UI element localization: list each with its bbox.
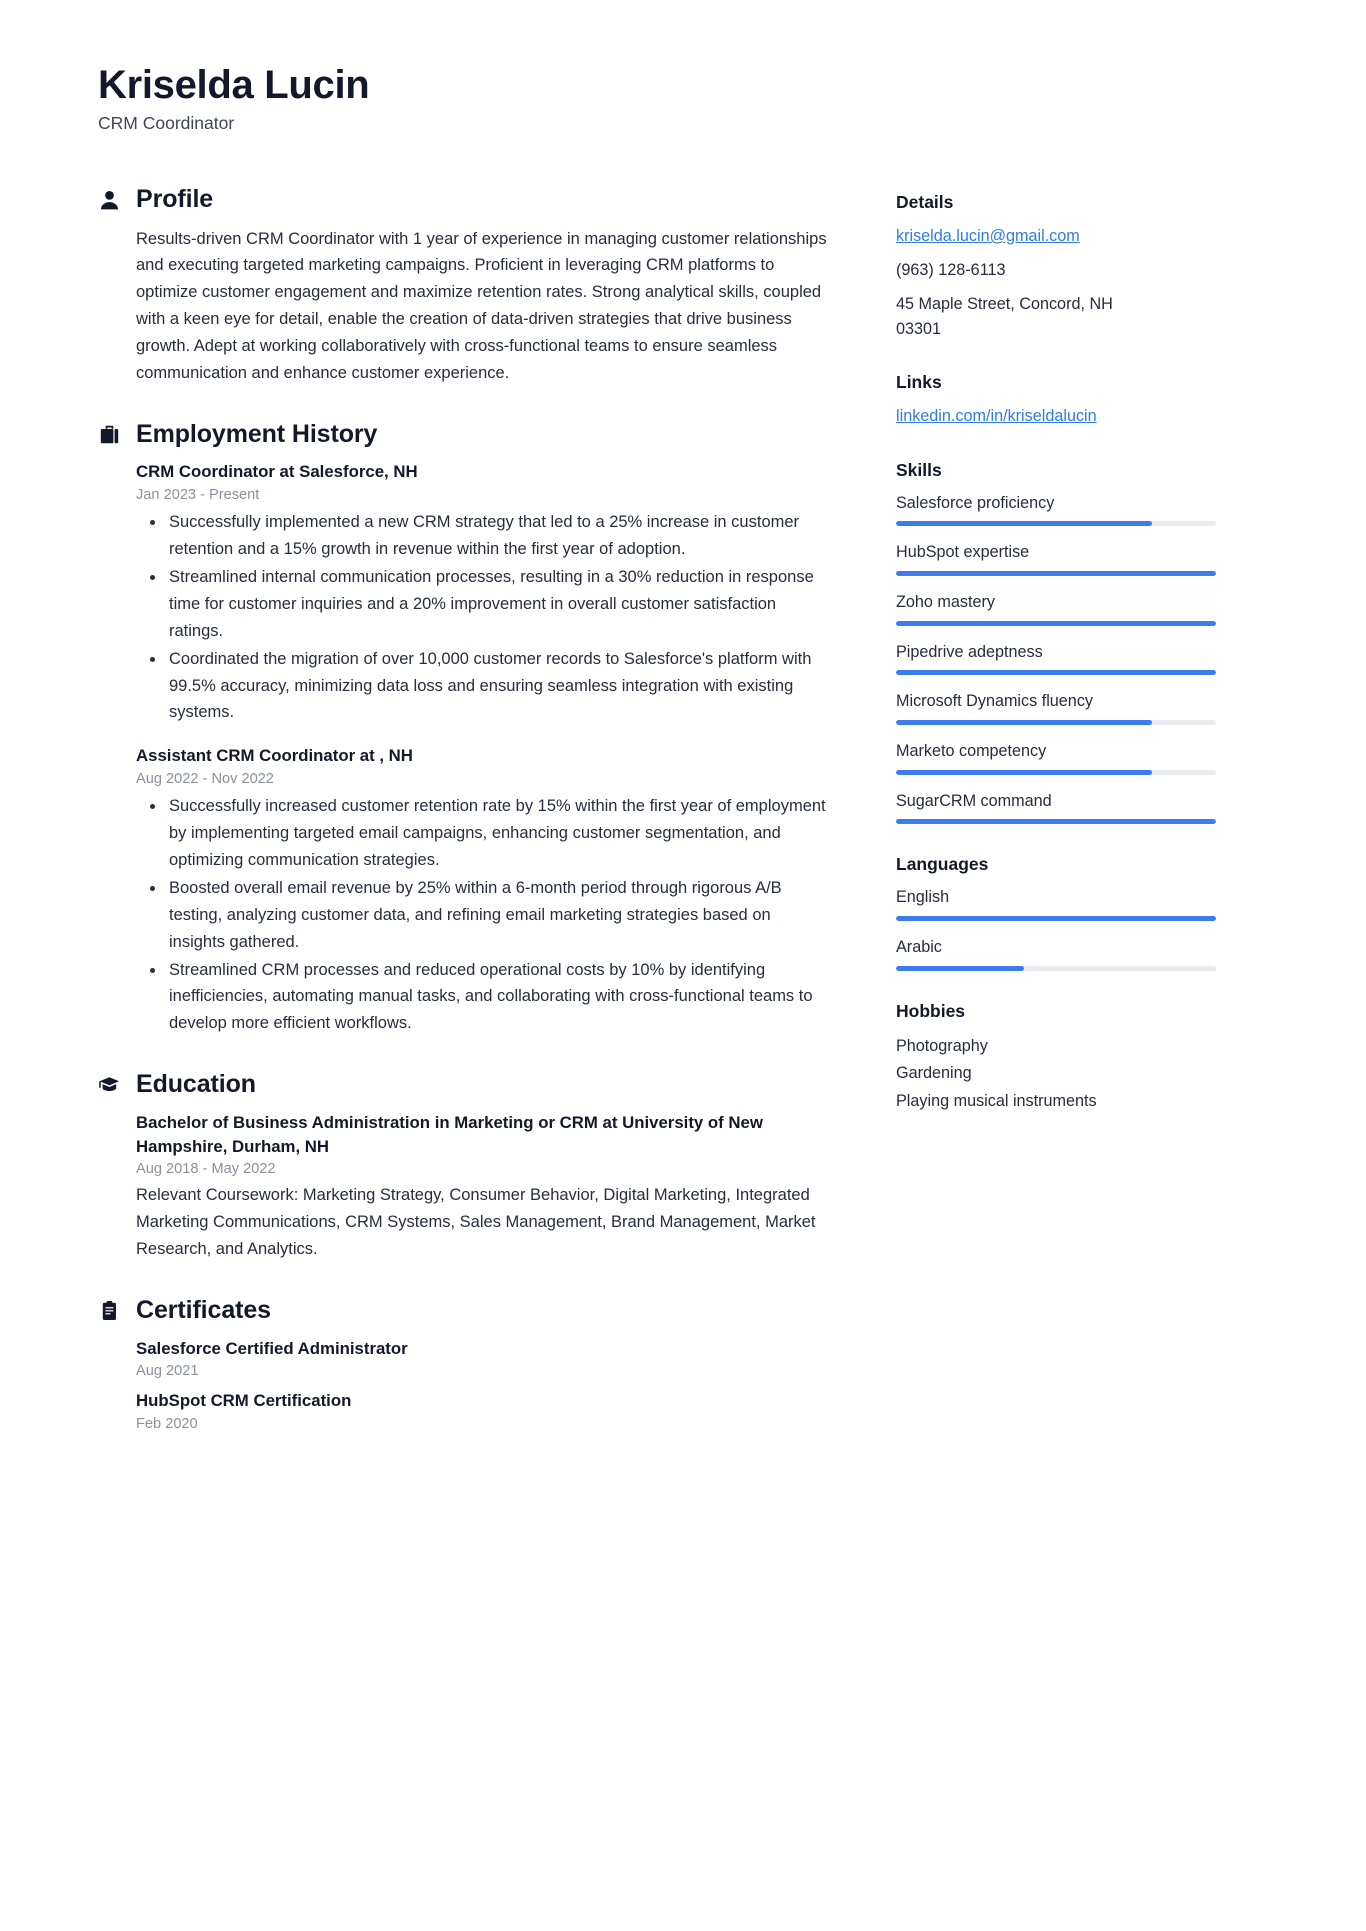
education-entry-title: Bachelor of Business Administration in Marketing or CRM at University of New Hampshire, Durham, NH (136, 1112, 763, 1156)
list-item: Streamlined CRM processes and reduced operational costs by 10% by identifying inefficiencies, automating manual tasks, and collaborating with cross-functional teams to develop more efficient workflows. (136, 957, 828, 1038)
skill-meter-fill (896, 571, 1216, 576)
section-profile-header (98, 186, 828, 214)
education-entry (136, 1111, 828, 1263)
certificate-entry-date: Feb 2020 (136, 1416, 198, 1433)
employment-entry-title: CRM Coordinator at Salesforce, NH (136, 462, 418, 482)
hobby-item: Playing musical instruments (896, 1092, 1097, 1111)
skill-meter-fill (896, 770, 1152, 775)
section-profile (98, 186, 828, 387)
briefcase-icon (98, 423, 120, 447)
section-certificates-title: Certificates (136, 1296, 271, 1325)
certificate-entry (136, 1337, 828, 1380)
sidebar-block-details (896, 192, 1216, 342)
employment-entry-bullets (136, 793, 828, 1037)
employment-entry-bullets (136, 509, 828, 726)
skill-meter-fill (896, 720, 1152, 725)
section-profile-title: Profile (136, 185, 214, 213)
skill-meter (896, 770, 1216, 775)
skill-label: SugarCRM command (896, 791, 1052, 810)
list-item: Successfully implemented a new CRM strategy that led to a 25% increase in customer retention and a 15% growth in revenue within the first year of adoption. (136, 509, 828, 563)
skill-label: Pipedrive adeptness (896, 642, 1043, 661)
candidate-job-title: CRM Coordinator (98, 113, 235, 133)
certificate-entry-title: Salesforce Certified Administrator (136, 1338, 408, 1358)
section-employment (98, 421, 828, 1037)
phone-number: (963) 128-6113 (896, 261, 1006, 280)
skill-meter (896, 720, 1216, 725)
skill-meter-fill (896, 670, 1216, 675)
skill-item (896, 492, 1216, 527)
sidebar-block-hobbies (896, 1001, 1216, 1117)
skill-label: Microsoft Dynamics fluency (896, 692, 1094, 711)
section-education-header (98, 1071, 828, 1099)
linkedin-link[interactable]: linkedin.com/in/kriseldalucin (896, 407, 1097, 426)
address-line-2: 03301 (896, 320, 942, 339)
skill-meter (896, 819, 1216, 824)
skill-item (896, 541, 1216, 576)
skill-item (896, 641, 1216, 676)
section-certificates-body (98, 1337, 828, 1433)
skill-item (896, 740, 1216, 775)
skill-label: HubSpot expertise (896, 543, 1030, 562)
email-link[interactable]: kriselda.lucin@gmail.com (896, 227, 1080, 245)
section-certificates-header (98, 1297, 828, 1325)
skill-item (896, 591, 1216, 626)
hobby-item: Gardening (896, 1064, 972, 1083)
skill-label: Marketo competency (896, 741, 1047, 760)
skill-meter-fill (896, 521, 1152, 526)
clipboard-icon (98, 1299, 120, 1323)
education-entry-date: Aug 2018 - May 2022 (136, 1161, 276, 1178)
certificate-entry (136, 1389, 828, 1432)
person-icon (98, 188, 120, 212)
certificate-entry-date: Aug 2021 (136, 1363, 199, 1380)
education-entry-description: Relevant Coursework: Marketing Strategy, Consumer Behavior, Digital Marketing, Integrated Marketing Communications, CRM Systems, Sales Management, Brand Management, Market Research, and Analytics. (136, 1186, 816, 1259)
sidebar-column (896, 186, 1216, 1146)
language-label: Arabic (896, 937, 942, 956)
sidebar-languages-title: Languages (896, 854, 989, 875)
skill-label: Salesforce proficiency (896, 493, 1055, 512)
employment-entry-title: Assistant CRM Coordinator at , NH (136, 746, 413, 766)
language-item (896, 886, 1216, 921)
skill-item (896, 790, 1216, 825)
language-item (896, 936, 1216, 971)
section-education-title: Education (136, 1070, 256, 1099)
skill-meter (896, 670, 1216, 675)
employment-entry (136, 460, 828, 726)
address-line-1: 45 Maple Street, Concord, NH (896, 295, 1113, 314)
profile-text: Results-driven CRM Coordinator with 1 year of experience in managing customer relationships and executing targeted marketing campaigns. Proficient in leveraging CRM platforms to optimize customer engagement and maximize retention rates. Strong analytical skills, coupled with a keen eye for detail, enable the creation of data-driven strategies that drive business growth. Adept at working collaboratively with cross-functional teams to ensure seamless communication and enhance customer experience. (136, 229, 827, 382)
sidebar-block-languages (896, 854, 1216, 970)
sidebar-block-links (896, 372, 1216, 429)
section-education-body (98, 1111, 828, 1263)
sidebar-hobbies-title: Hobbies (896, 1000, 966, 1021)
section-employment-header (98, 421, 828, 449)
section-education (98, 1071, 828, 1263)
skill-label: Zoho mastery (896, 592, 995, 611)
certificate-entry-title: HubSpot CRM Certification (136, 1391, 352, 1411)
employment-entry-date: Aug 2022 - Nov 2022 (136, 771, 274, 788)
language-meter-fill (896, 966, 1024, 971)
candidate-name: Kriselda Lucin (98, 63, 370, 107)
list-item: Boosted overall email revenue by 25% within a 6-month period through rigorous A/B testing, analyzing customer data, and refining email marketing strategies based on insights gathered. (136, 875, 828, 956)
sidebar-details-title: Details (896, 192, 954, 212)
section-profile-body (98, 226, 828, 387)
hobby-item: Photography (896, 1036, 988, 1055)
skill-meter (896, 521, 1216, 526)
section-certificates (98, 1297, 828, 1432)
main-column (98, 186, 828, 1466)
skill-meter-fill (896, 621, 1216, 626)
employment-entry-date: Jan 2023 - Present (136, 487, 260, 504)
sidebar-links-title: Links (896, 372, 942, 393)
language-meter (896, 916, 1216, 921)
skill-meter (896, 621, 1216, 626)
resume-header (98, 62, 1288, 134)
list-item: Successfully increased customer retention rate by 15% within the first year of employment by implementing targeted email campaigns, enhancing customer segmentation, and optimizing communication strategies. (136, 793, 828, 874)
section-employment-body (98, 460, 828, 1037)
sidebar-skills-title: Skills (896, 459, 942, 480)
skill-meter-fill (896, 819, 1216, 824)
employment-entry (136, 744, 828, 1037)
list-item: Coordinated the migration of over 10,000 customer records to Salesforce's platform with 99.5% accuracy, minimizing data loss and ensuring seamless integration with existing systems. (136, 646, 828, 727)
language-meter-fill (896, 916, 1216, 921)
list-item: Streamlined internal communication processes, resulting in a 30% reduction in response time for customer inquiries and a 20% improvement in overall customer satisfaction ratings. (136, 564, 828, 645)
skill-meter (896, 571, 1216, 576)
graduation-cap-icon (98, 1073, 120, 1097)
skill-item (896, 690, 1216, 725)
section-employment-title: Employment History (136, 419, 378, 448)
sidebar-block-skills (896, 460, 1216, 825)
language-meter (896, 966, 1216, 971)
language-label: English (896, 888, 950, 907)
resume-columns (98, 186, 1288, 1466)
